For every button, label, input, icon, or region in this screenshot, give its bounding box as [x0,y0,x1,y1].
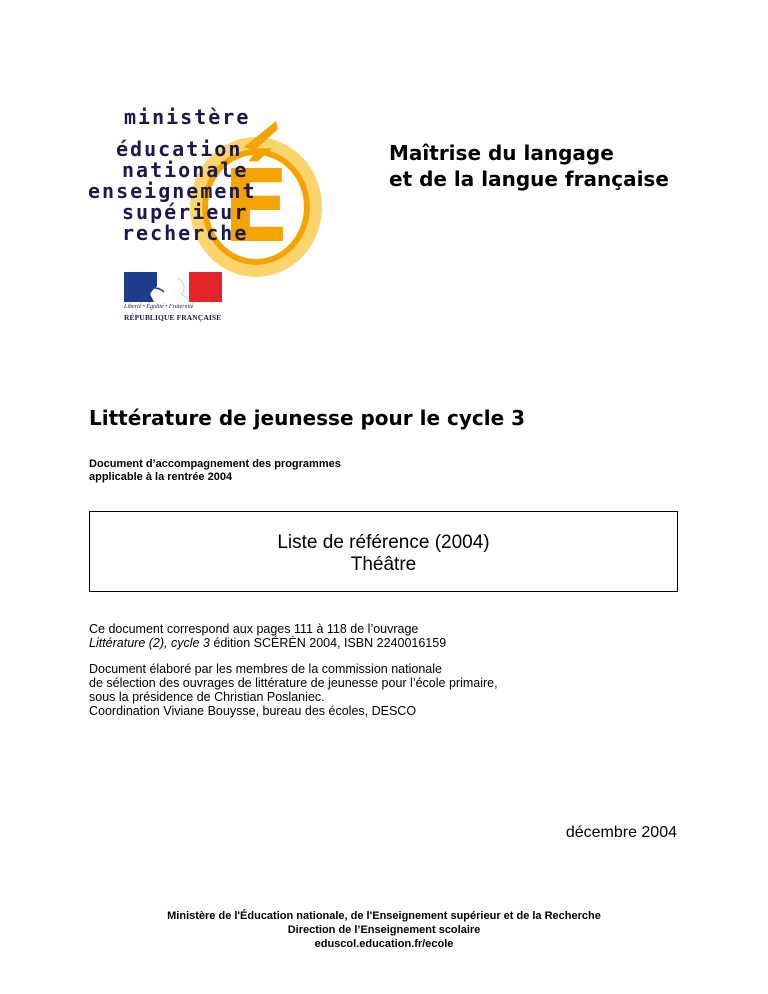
footer-url: eduscol.education.fr/ecole [314,938,454,950]
logo-line-recherche: recherche [122,221,249,245]
republique-francaise-logo [124,272,222,326]
reference-genre: Théâtre [350,554,417,575]
footer-ministry: Ministère de l'Éducation nationale, de l'Enseignement supérieur et de la Recherche [167,910,601,922]
logo-line-superieur: supérieur [122,200,249,224]
edition-info: édition SCÉRÉN 2004, ISBN 2240016159 [209,636,447,650]
marianne-flag-icon [124,272,222,302]
header-title-line2: et de la langue française [389,167,669,191]
ministry-logo [88,103,324,283]
reference-title: Liste de référence (2004) [277,532,490,553]
commission-line2: de sélection des ouvrages de littérature de jeunesse pour l’école primaire, [89,676,498,690]
document-date: décembre 2004 [565,824,677,841]
logo-line-nationale: nationale [122,158,249,182]
reference-box [89,511,678,592]
subtitle-line2: applicable à la rentrée 2004 [89,471,233,483]
logo-line-enseignement: enseignement [88,179,257,203]
footer [0,909,768,951]
flag-republic: RÉPUBLIQUE FRANÇAISE [124,313,222,322]
correspondence-line1: Ce document correspond aux pages 111 à 118 de l’ouvrage [89,622,419,636]
logo-line-ministere: ministère [124,105,251,129]
subtitle-line1: Document d’accompagnement des programmes [89,458,341,470]
commission-line3: sous la présidence de Christian Poslaniec. [89,690,325,704]
flag-motto: Liberté • Égalité • Fraternité [124,304,194,310]
commission-line4: Coordination Viviane Bouysse, bureau des écoles, DESCO [89,704,417,718]
book-title: Littérature (2), cycle 3 [89,636,210,650]
header-title-line1: Maîtrise du langage [389,141,614,165]
main-title: Littérature de jeunesse pour le cycle 3 [89,406,526,430]
correspondence-line2 [89,636,446,650]
commission-line1: Document élaboré par les membres de la commission nationale [89,662,442,676]
logo-line-education: éducation [116,137,243,161]
footer-direction: Direction de l’Enseignement scolaire [287,924,481,936]
emblem-letter: É [221,148,291,265]
